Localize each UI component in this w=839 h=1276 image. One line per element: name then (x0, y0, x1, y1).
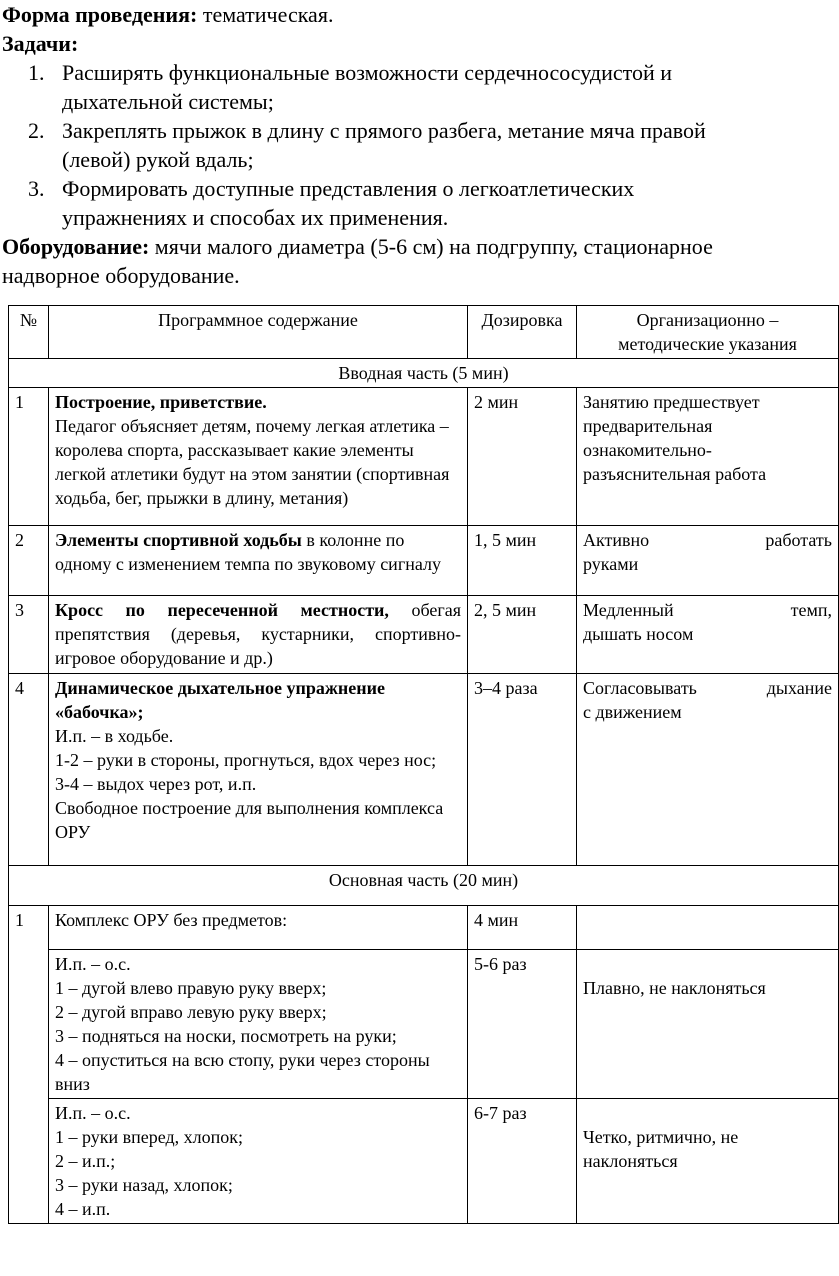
exercise-content (49, 1099, 468, 1224)
lesson-plan-table (8, 305, 839, 1224)
row-content (49, 596, 468, 674)
row-notes (577, 1099, 839, 1224)
task-text: Расширять функциональные возможности сердечнососудистой и (62, 60, 672, 85)
table-row (9, 674, 839, 866)
row-number: 4 (9, 674, 49, 866)
exercise-line: 3 – руки назад, хлопок; (55, 1175, 233, 1195)
notes-text: руками (583, 554, 639, 574)
row-notes (577, 526, 839, 596)
col-header-number: № (9, 306, 49, 359)
exercise-line: 4 – и.п. (55, 1199, 111, 1219)
col-header-notes (577, 306, 839, 359)
notes-text: Четко, ритмично, не наклоняться (583, 1127, 739, 1171)
notes-word: дыхание (766, 678, 832, 698)
table-row (9, 1099, 839, 1224)
row-dosage: 2 мин (468, 388, 577, 526)
notes-text: дышать носом (583, 624, 694, 644)
row-dosage: 4 мин (468, 906, 577, 950)
notes-text: Плавно, не наклоняться (583, 978, 766, 998)
table-row (9, 596, 839, 674)
notes-word: Согласовывать (583, 678, 697, 698)
row-text: Педагог объясняет детям, почему легкая атлетика – королева спорта, рассказывает какие элементы легкой атлетики будут на этом занятии (спортивная ходьба, бег, прыжки в длину, метания) (55, 416, 450, 508)
equipment-value: мячи малого диаметра (5-6 см) на подгруппу, стационарное (149, 234, 713, 259)
row-text: И.п. – в ходьбе. (55, 726, 174, 746)
equipment-line (2, 232, 814, 290)
task-number: 1. (28, 60, 45, 85)
notes-text: с движением (583, 702, 682, 722)
row-content (49, 526, 468, 596)
exercise-line: 1 – дугой влево правую руку вверх; (55, 978, 327, 998)
task-text: Формировать доступные представления о легкоатлетических (62, 176, 635, 201)
table-row (9, 950, 839, 1099)
table-row (9, 906, 839, 950)
equipment-value-cont: надворное оборудование. (2, 263, 240, 288)
row-content (49, 674, 468, 866)
exercise-line: 2 – дугой вправо левую руку вверх; (55, 1002, 327, 1022)
notes-word: Активно (583, 530, 650, 550)
tasks-label: Задачи: (2, 31, 79, 56)
row-dosage: 6-7 раз (468, 1099, 577, 1224)
task-number: 3. (28, 176, 45, 201)
task-text: дыхательной системы; (62, 89, 274, 114)
task-text: упражнениях и способах их применения. (62, 205, 449, 230)
row-notes-empty (577, 906, 839, 950)
exercise-line: 3 – подняться на носки, посмотреть на руки; (55, 1026, 397, 1046)
table-row (9, 388, 839, 526)
notes-word: работать (765, 530, 832, 550)
row-dosage: 1, 5 мин (468, 526, 577, 596)
row-number: 1 (9, 388, 49, 526)
exercise-line: 4 – опуститься на всю стопу, руки через стороны вниз (55, 1050, 430, 1094)
row-text: Свободное построение для выполнения комплекса ОРУ (55, 798, 444, 842)
task-item (2, 174, 814, 232)
form-value: тематическая. (197, 2, 334, 27)
row-text: 1-2 – руки в стороны, прогнуться, вдох через нос; (55, 750, 437, 770)
row-number: 3 (9, 596, 49, 674)
row-dosage: 5-6 раз (468, 950, 577, 1099)
row-title: Комплекс ОРУ без предметов: (49, 906, 468, 950)
table-row (9, 526, 839, 596)
section-title-intro: Вводная часть (5 мин) (9, 359, 839, 388)
notes-word: темп, (790, 600, 832, 620)
section-row-main (9, 866, 839, 906)
col-header-notes-line: Организационно – (636, 310, 779, 330)
exercise-line: 2 – и.п.; (55, 1151, 116, 1171)
exercise-line: И.п. – о.с. (55, 954, 131, 974)
tasks-list (2, 58, 814, 232)
row-title: Элементы спортивной ходьбы (55, 530, 302, 550)
task-text: (левой) рукой вдаль; (62, 147, 254, 172)
col-header-content: Программное содержание (49, 306, 468, 359)
row-dosage: 2, 5 мин (468, 596, 577, 674)
section-title-main: Основная часть (20 мин) (9, 866, 839, 906)
task-item (2, 58, 814, 116)
row-text: 3-4 – выдох через рот, и.п. (55, 774, 257, 794)
row-dosage: 3–4 раза (468, 674, 577, 866)
lesson-header (2, 0, 814, 290)
row-title: Кросс по пересеченной местности, (55, 600, 389, 620)
row-text: в колонне по одному с изменением темпа по звуковому сигналу (55, 530, 441, 574)
row-notes (577, 674, 839, 866)
section-row-intro (9, 359, 839, 388)
col-header-notes-line: методические указания (618, 334, 797, 354)
row-title: Динамическое дыхательное упражнение «бабочка»; (55, 678, 386, 722)
row-number: 1 (9, 906, 49, 1224)
form-label: Форма проведения: (2, 2, 198, 27)
equipment-label: Оборудование: (2, 234, 150, 259)
exercise-line: 1 – руки вперед, хлопок; (55, 1127, 244, 1147)
task-item (2, 116, 814, 174)
row-number: 2 (9, 526, 49, 596)
form-line (2, 0, 814, 29)
row-title: Построение, приветствие. (55, 392, 267, 412)
task-number: 2. (28, 118, 45, 143)
exercise-line: И.п. – о.с. (55, 1103, 131, 1123)
notes-word: Медленный (583, 600, 674, 620)
col-header-dosage: Дозировка (468, 306, 577, 359)
exercise-content (49, 950, 468, 1099)
table-header-row (9, 306, 839, 359)
row-notes (577, 950, 839, 1099)
task-text: Закреплять прыжок в длину с прямого разбега, метание мяча правой (62, 118, 706, 143)
row-notes (577, 596, 839, 674)
row-content (49, 388, 468, 526)
row-text: обегая препятствия (деревья, кустарники, спортивно-игровое оборудование и др.) (55, 600, 461, 668)
row-notes: Занятию предшествует предварительная ознакомительно-разъяснительная работа (577, 388, 839, 526)
